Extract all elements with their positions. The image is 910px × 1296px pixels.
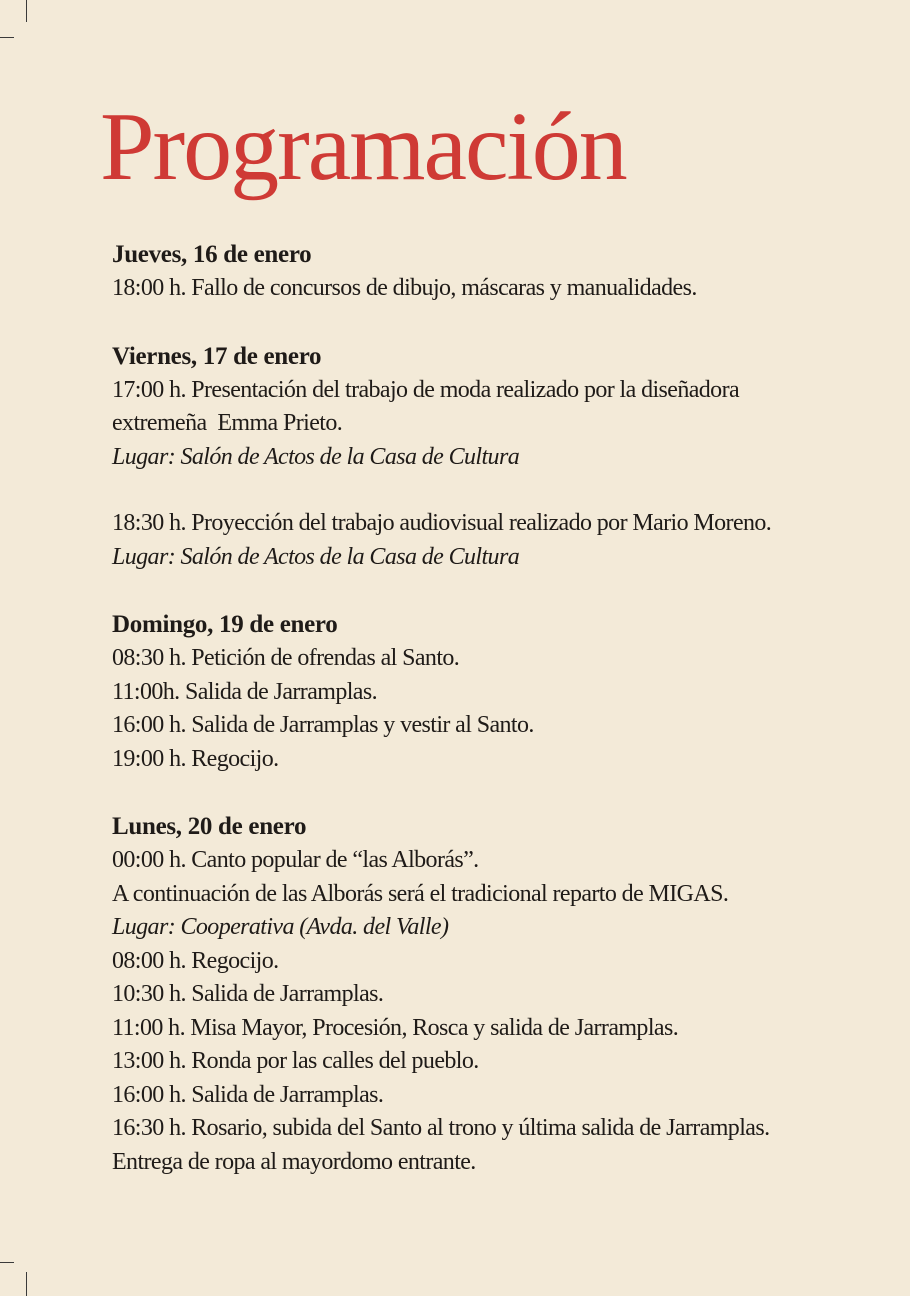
event-line: 13:00 h. Ronda por las calles del pueblo. (112, 1048, 479, 1074)
spacer (112, 474, 872, 507)
event-line: 16:00 h. Salida de Jarramplas y vestir al Santo. (112, 712, 534, 738)
crop-mark-bottom (26, 1272, 27, 1296)
venue-line: Lugar: Salón de Actos de la Casa de Cultura (112, 543, 520, 570)
event-line: 11:00h. Salida de Jarramplas. (112, 678, 377, 705)
event-line: 17:00 h. Presentación del trabajo de moda realizado por la diseñadora (112, 376, 740, 403)
event-line: 18:30 h. Proyección del trabajo audiovisual realizado por Mario Moreno. (112, 510, 772, 536)
day-heading: Domingo, 19 de enero (112, 611, 338, 638)
crop-mark-top-left (0, 37, 14, 38)
day-block-lunes (112, 810, 872, 1179)
event-line: 19:00 h. Regocijo. (112, 745, 279, 772)
event-line: 18:00 h. Fallo de concursos de dibujo, máscaras y manualidades. (112, 275, 697, 301)
day-block-jueves (112, 238, 872, 306)
event-line: 08:30 h. Petición de ofrendas al Santo. (112, 645, 460, 671)
event-line: 11:00 h. Misa Mayor, Procesión, Rosca y salida de Jarramplas. (112, 1014, 679, 1041)
event-line: 08:00 h. Regocijo. (112, 947, 279, 974)
day-block-domingo (112, 608, 872, 776)
crop-mark-top (26, 0, 27, 22)
page-title: Programación (100, 93, 626, 201)
event-line: 16:00 h. Salida de Jarramplas. (112, 1081, 384, 1108)
program-schedule (112, 238, 872, 1213)
day-block-viernes (112, 340, 872, 575)
day-heading: Viernes, 17 de enero (112, 342, 322, 370)
day-heading: Lunes, 20 de enero (112, 813, 307, 840)
event-line: 16:30 h. Rosario, subida del Santo al trono y última salida de Jarramplas. (112, 1115, 770, 1141)
venue-line: Lugar: Salón de Actos de la Casa de Cultura (112, 443, 520, 470)
event-line: extremeña Emma Prieto. (112, 410, 343, 436)
event-line: Entrega de ropa al mayordomo entrante. (112, 1148, 476, 1175)
event-line: 10:30 h. Salida de Jarramplas. (112, 981, 384, 1007)
crop-mark-bottom-left (0, 1262, 14, 1263)
event-line: A continuación de las Alborás será el tradicional reparto de MIGAS. (112, 880, 729, 907)
event-line: 00:00 h. Canto popular de “las Alborás”. (112, 847, 479, 873)
day-heading: Jueves, 16 de enero (112, 241, 312, 268)
venue-line: Lugar: Cooperativa (Avda. del Valle) (112, 914, 449, 940)
